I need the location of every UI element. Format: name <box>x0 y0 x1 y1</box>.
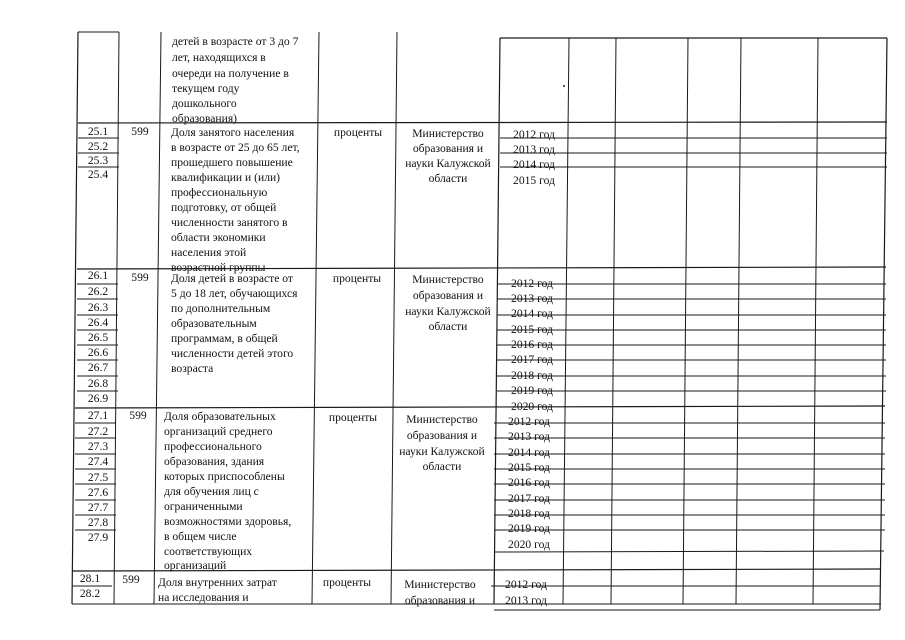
org-line: образования и <box>404 594 476 607</box>
desc-line: Доля образовательных <box>164 410 276 423</box>
row-number: 27.6 <box>87 486 109 499</box>
year-cell: 2013 год <box>511 292 553 305</box>
year-cell: 2020 год <box>511 400 553 413</box>
scan-speck <box>563 85 565 87</box>
org-line: образования и <box>412 142 484 155</box>
org-line: области <box>428 172 468 185</box>
code-cell: 599 <box>131 125 149 138</box>
desc-line: очереди на получение в <box>172 67 289 80</box>
row-number: 27.7 <box>87 501 109 514</box>
desc-line: лет, находящихся в <box>172 51 266 64</box>
desc-line: образования) <box>172 112 238 125</box>
desc-line: профессиональную <box>171 186 268 199</box>
row-number: 27.5 <box>87 471 109 484</box>
year-cell: 2015 год <box>513 174 555 187</box>
year-cell: 2016 год <box>508 476 550 489</box>
org-line: Министерство <box>412 127 484 140</box>
row-number: 25.2 <box>87 140 109 153</box>
year-cell: 2019 год <box>508 522 550 535</box>
year-cell: 2019 год <box>511 384 553 397</box>
desc-line: Доля детей в возрасте от <box>171 272 293 285</box>
desc-line: подготовку, от общей <box>171 201 277 214</box>
code-cell: 599 <box>131 271 149 284</box>
org-line: образования и <box>412 289 484 302</box>
unit-cell: проценты <box>328 411 378 424</box>
desc-line: в возрасте от 25 до 65 лет, <box>171 141 300 154</box>
desc-line: образовательным <box>171 317 257 330</box>
desc-line: организаций среднего <box>164 425 273 438</box>
org-line: области <box>428 320 468 333</box>
row-number: 27.9 <box>87 531 109 544</box>
block-separator <box>75 406 885 408</box>
row-number: 26.8 <box>87 377 109 390</box>
year-cell: 2012 год <box>508 415 550 428</box>
row-number: 28.2 <box>79 587 101 600</box>
desc-line: квалификации и (или) <box>171 171 281 184</box>
desc-line: численности детей этого <box>171 347 294 360</box>
desc-line: Доля внутренних затрат <box>158 576 277 589</box>
row-number: 28.1 <box>79 572 101 585</box>
row-number: 26.2 <box>87 285 109 298</box>
desc-line: программам, в общей <box>171 332 278 345</box>
desc-line: 5 до 18 лет, обучающихся <box>171 287 298 300</box>
desc-line: текущем году <box>172 82 240 95</box>
desc-line: на исследования и <box>158 591 249 604</box>
year-cell: 2013 год <box>505 594 547 607</box>
row-number: 26.6 <box>87 346 109 359</box>
year-cell: 2015 год <box>511 323 553 336</box>
org-line: образования и <box>406 429 478 442</box>
year-cell: 2012 год <box>511 277 553 290</box>
desc-line: области экономики <box>171 231 266 244</box>
row-number: 26.9 <box>87 392 109 405</box>
desc-line: прошедшего повышение <box>171 156 293 169</box>
org-line: науки Калужской <box>405 157 491 170</box>
code-cell: 599 <box>122 573 140 586</box>
desc-line: образования, здания <box>164 455 265 468</box>
row-number: 27.4 <box>87 455 109 468</box>
row-number: 25.4 <box>87 168 109 181</box>
year-cell: 2014 год <box>511 307 553 320</box>
year-cell: 2018 год <box>508 507 550 520</box>
col-divider <box>683 38 688 604</box>
unit-cell: проценты <box>322 576 372 589</box>
desc-line: Доля занятого населения <box>171 126 295 139</box>
desc-line: населения этой <box>171 246 247 259</box>
org-line: Министерство <box>406 413 478 426</box>
org-line: науки Калужской <box>405 305 491 318</box>
year-cell: 2018 год <box>511 369 553 382</box>
year-cell: 2013 год <box>513 143 555 156</box>
year-cell: 2012 год <box>513 128 555 141</box>
desc-line: возрастной группы <box>171 261 266 274</box>
org-line: науки Калужской <box>399 445 485 458</box>
year-cell: 2017 год <box>511 353 553 366</box>
year-cell: 2020 год <box>508 538 550 551</box>
border-right <box>880 38 887 610</box>
year-cell: 2013 год <box>508 430 550 443</box>
row-number: 26.3 <box>87 301 109 314</box>
row-number: 26.5 <box>87 331 109 344</box>
row-number: 26.4 <box>87 316 109 329</box>
desc-line: которых приспособлены <box>164 470 285 483</box>
desc-line: по дополнительным <box>171 302 271 315</box>
desc-line: профессионального <box>164 440 262 453</box>
row-number: 27.1 <box>87 409 109 422</box>
org-line: области <box>422 460 462 473</box>
col-divider <box>312 32 319 604</box>
year-cell: 2014 год <box>508 446 550 459</box>
row-number: 26.7 <box>87 361 109 374</box>
row-number: 27.8 <box>87 516 109 529</box>
year-cell: 2012 год <box>505 578 547 591</box>
desc-line: численности занятого в <box>171 216 288 229</box>
year-cell: 2014 год <box>513 158 555 171</box>
col-divider <box>736 38 741 604</box>
year-cell: 2015 год <box>508 461 550 474</box>
col-divider <box>813 38 818 604</box>
row-number: 26.1 <box>87 269 109 282</box>
row-number: 25.1 <box>87 125 109 138</box>
desc-line: соответствующих <box>164 545 253 558</box>
desc-line: в общем числе <box>164 530 237 543</box>
desc-line: возможностями здоровья, <box>164 515 292 528</box>
desc-line: для обучения лиц с <box>164 485 259 498</box>
desc-line: дошкольного <box>172 97 237 110</box>
row-number: 25.3 <box>87 154 109 167</box>
desc-line: организаций <box>164 559 227 572</box>
org-line: Министерство <box>404 578 476 591</box>
desc-line: ограниченными <box>164 500 243 513</box>
col-divider <box>391 32 397 604</box>
year-cell: 2016 год <box>511 338 553 351</box>
desc-line: детей в возрасте от 3 до 7 <box>172 35 299 48</box>
row-number: 27.3 <box>87 440 109 453</box>
unit-cell: проценты <box>332 272 382 285</box>
row-number: 27.2 <box>87 425 109 438</box>
unit-cell: проценты <box>333 126 383 139</box>
col-divider <box>154 32 161 604</box>
code-cell: 599 <box>129 409 147 422</box>
desc-line: возраста <box>171 362 214 375</box>
year-cell: 2017 год <box>508 492 550 505</box>
org-line: Министерство <box>412 273 484 286</box>
